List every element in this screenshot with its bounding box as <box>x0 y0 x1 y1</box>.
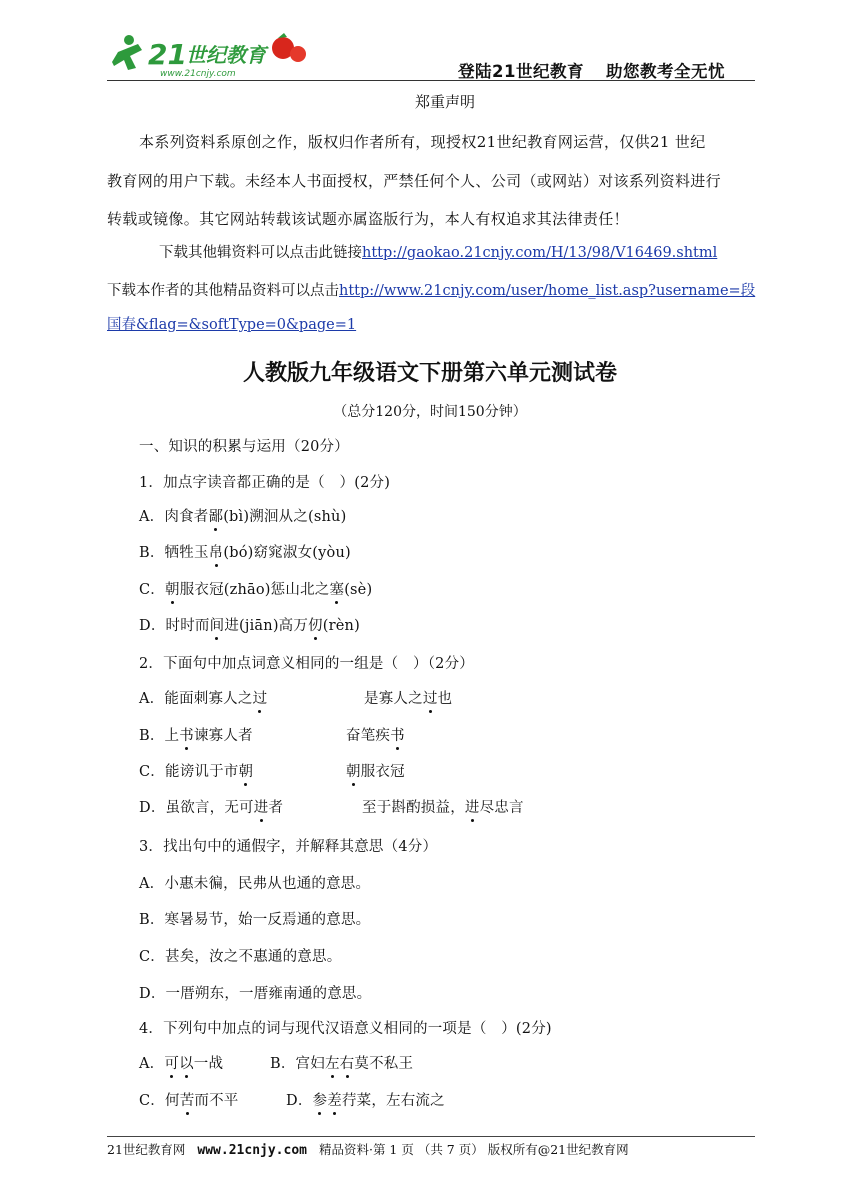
svg-text:21: 21 <box>148 38 187 71</box>
q2-option-b-pair: 奋笔疾书 <box>346 728 405 744</box>
question-2: 2．下面句中加点词意义相同的一组是（ ）（2分） <box>139 656 474 672</box>
download-prefix-2: 下载本作者的其他精品资料可以点击 <box>107 283 339 299</box>
q2-option-a-pair: 是寡人之过也 <box>364 691 453 707</box>
q3-option-a: A．小惠未徧，民弗从也通的意思。 <box>139 876 371 892</box>
q4-option-c: C．何苦而不平 <box>139 1093 239 1109</box>
svg-text:世纪教育: 世纪教育 <box>186 43 266 67</box>
slogan-motto: 助您教考全无忧 <box>605 62 725 81</box>
q2-option-d: D．虽欲言，无可进者 <box>139 800 284 816</box>
q2-option-c: C．能谤讥于市朝 <box>139 764 254 780</box>
footer <box>107 1140 629 1158</box>
question-3: 3．找出句中的通假字，并解释其意思（4分） <box>139 839 438 855</box>
footer-site: 21世纪教育网 <box>107 1142 186 1157</box>
q2-option-b: B．上书谏寡人者 <box>139 728 253 744</box>
q1-option-b: B．牺牲玉帛(bó)窈窕淑女(yòu) <box>139 545 351 561</box>
question-4: 4．下列句中加点的词与现代汉语意义相同的一项是（ ）(2分) <box>139 1021 552 1037</box>
q4-option-d: D．参差荇菜，左右流之 <box>286 1093 445 1109</box>
q2-option-c-pair: 朝服衣冠 <box>346 764 405 780</box>
download-link-1[interactable]: http://gaokao.21cnjy.com/H/13/98/V16469.shtml <box>362 245 718 261</box>
footer-url[interactable]: www.21cnjy.com <box>197 1143 307 1158</box>
q3-option-b: B．寒暑易节，始一反焉通的意思。 <box>139 912 371 928</box>
q2-option-d-pair: 至于斟酌损益，进尽忠言 <box>362 800 524 816</box>
download-link-2-cont[interactable]: 国春&flag=&softType=0&page=1 <box>107 317 357 333</box>
q3-option-c: C．甚矣，汝之不惠通的意思。 <box>139 949 342 965</box>
notice-heading: 郑重声明 <box>414 93 475 111</box>
download-line-1 <box>159 243 717 263</box>
q4-option-a: A．可以一战 <box>139 1056 224 1072</box>
notice-para-line-3: 转载或镜像。其它网站转载该试题亦属盗版行为，本人有权追求其法律责任！ <box>107 210 629 228</box>
question-1: 1．加点字读音都正确的是（ ）(2分) <box>139 475 391 491</box>
footer-divider <box>107 1136 755 1137</box>
section-1-heading: 一、知识的积累与运用（20分） <box>139 439 349 455</box>
q1-option-d: D．时时而间进(jiān)高万仞(rèn) <box>139 618 360 634</box>
q1-option-c: C．朝服衣冠(zhāo)惩山北之塞(sè) <box>139 582 373 598</box>
notice-para-line-2: 教育网的用户下载。未经本人书面授权，严禁任何个人、公司（或网站）对该系列资料进行 <box>107 172 722 190</box>
logo <box>108 30 308 78</box>
logo-url: www.21cnjy.com <box>160 69 236 78</box>
footer-info: 精品资料·第 1 页 （共 7 页） 版权所有@21世纪教育网 <box>318 1142 629 1157</box>
download-line-2 <box>107 281 755 301</box>
header-slogan <box>458 58 725 82</box>
exam-subtitle: （总分120分，时间150分钟） <box>333 404 527 420</box>
q4-option-b: B．宫妇左右莫不私王 <box>270 1056 414 1072</box>
q2-option-a: A．能面刺寡人之过 <box>139 691 268 707</box>
download-link-2[interactable]: http://www.21cnjy.com/user/home_list.asp?username=段 <box>339 283 756 299</box>
download-prefix-1: 下载其他辑资料可以点击此链接 <box>159 245 362 261</box>
q3-option-d: D．一厝朔东，一厝雍南通的意思。 <box>139 986 372 1002</box>
slogan-login: 登陆21世纪教育 <box>458 62 584 81</box>
exam-title: 人教版九年级语文下册第六单元测试卷 <box>242 361 617 386</box>
header-divider <box>107 80 755 81</box>
q1-option-a: A．肉食者鄙(bì)溯洄从之(shù) <box>139 509 347 525</box>
notice-para-line-1: 本系列资料系原创之作，版权归作者所有，现授权21世纪教育网运营，仅供21 世纪 <box>139 133 706 151</box>
download-line-3 <box>107 315 356 335</box>
